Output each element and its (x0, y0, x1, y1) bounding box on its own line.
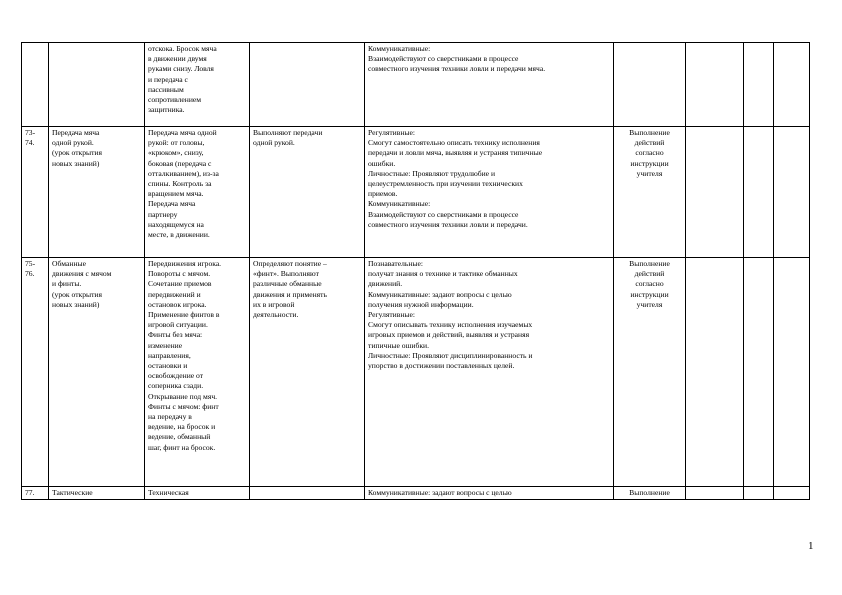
lesson-topic-cell: Обманные движения с мячом и финты. (урок открытия новых знаний) (49, 258, 145, 487)
table-row (22, 43, 810, 127)
page-number: 1 (808, 540, 814, 552)
extra-cell-3 (774, 43, 810, 127)
lesson-content-cell: отскока. Бросок мяча в движении двумя руками снизу. Ловля и передача с пассивным сопротивлением защитника. (145, 43, 250, 127)
learning-actions-cell: Познавательные: получат знания о технике и тактике обманных движений. Коммуникативные: задают вопросы с целью получения нужной информации. Регулятивные: Смогут описывать технику исполнения изучаемых игровых приемов и действий, выявляя и устраняя типичные ошибки. Личностные: Проявляют дисциплинированность и упорство в достижении поставленных целей. (365, 258, 614, 487)
lesson-number-cell: 73- 74. (22, 127, 49, 258)
table-row (22, 487, 810, 500)
learning-actions-cell: Регулятивные: Смогут самостоятельно описать технику исполнения передачи и ловли мяча, выявляя и устраняя типичные ошибки. Личностные: Проявляют трудолюбие и целеустремленность при изучении технических приемов. Коммуникативные: Взаимодействуют со сверстниками в процессе совместного изучения техники ловли и передачи. (365, 127, 614, 258)
extra-cell-1 (686, 127, 744, 258)
table-row (22, 258, 810, 487)
student-activity-cell (250, 43, 365, 127)
student-activity-cell: Определяют понятие – «финт». Выполняют различные обманные движения и применять их в игровой деятельности. (250, 258, 365, 487)
student-activity-cell: Выполняют передачи одной рукой. (250, 127, 365, 258)
lesson-content-cell: Передвижения игрока. Повороты с мячом. Сочетание приемов передвижений и остановок игрока. Применение финтов в игровой ситуации. Финты без мяча: изменение направления, остановки и освобождение от соперника сзади. Открывание под мяч. Финты с мячом: финт на передачу в ведение, на бросок и ведение, обманный шаг, финт на бросок. (145, 258, 250, 487)
student-activity-cell (250, 487, 365, 500)
lesson-topic-cell (49, 43, 145, 127)
control-cell: Выполнение действий согласно инструкции учителя (614, 258, 686, 487)
extra-cell-1 (686, 487, 744, 500)
extra-cell-3 (774, 258, 810, 487)
extra-cell-1 (686, 43, 744, 127)
lesson-topic-cell: Тактические (49, 487, 145, 500)
table-row (22, 127, 810, 258)
extra-cell-1 (686, 258, 744, 487)
lesson-plan-table (21, 42, 810, 500)
learning-actions-cell: Коммуникативные: Взаимодействуют со сверстниками в процессе совместного изучения техники ловли и передачи мяча. (365, 43, 614, 127)
lesson-number-cell (22, 43, 49, 127)
extra-cell-2 (744, 127, 774, 258)
extra-cell-2 (744, 258, 774, 487)
extra-cell-2 (744, 487, 774, 500)
extra-cell-3 (774, 127, 810, 258)
control-cell (614, 43, 686, 127)
lesson-topic-cell: Передача мяча одной рукой. (урок открытия новых знаний) (49, 127, 145, 258)
lesson-content-cell: Техническая (145, 487, 250, 500)
lesson-number-cell: 77. (22, 487, 49, 500)
extra-cell-3 (774, 487, 810, 500)
lesson-number-cell: 75- 76. (22, 258, 49, 487)
control-cell: Выполнение действий согласно инструкции учителя (614, 127, 686, 258)
control-cell: Выполнение (614, 487, 686, 500)
lesson-content-cell: Передача мяча одной рукой: от головы, «крюком», снизу, боковая (передача с отталкиванием), из-за спины. Контроль за вращением мяча. Передача мяча партнеру находящемуся на месте, в движении. (145, 127, 250, 258)
learning-actions-cell: Коммуникативные: задают вопросы с целью (365, 487, 614, 500)
extra-cell-2 (744, 43, 774, 127)
